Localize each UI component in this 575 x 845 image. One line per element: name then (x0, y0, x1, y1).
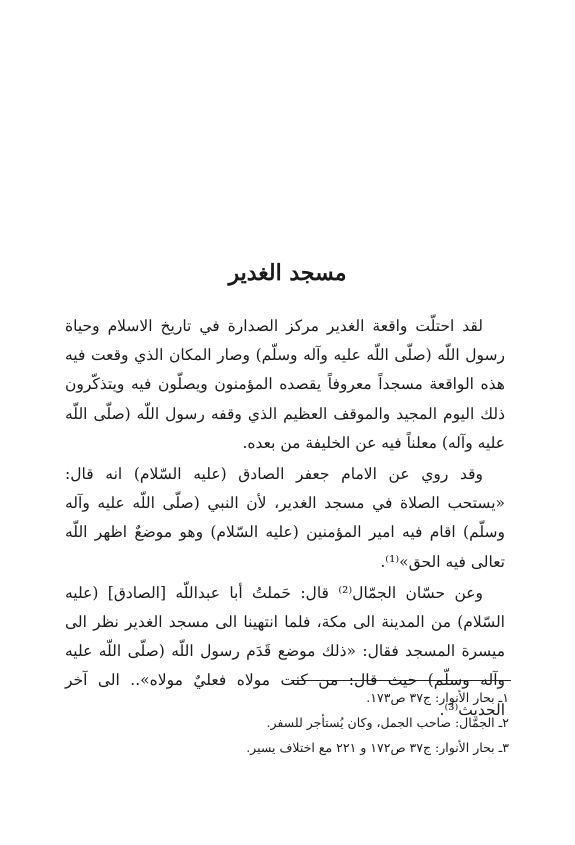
paragraph-hadith-sadiq: وقد روي عن الامام جعفر الصادق (عليه السّلام) انه قال: «يستحب الصلاة في مسجد الغدير، لأن النبي (صلّى اللّه عليه وآله وسلّم) اقام فيه امير المؤمنين (عليه السّلام) وهو موضعٌ اظهر اللّه تعالى فيه الحق»⁽¹⁾. (65, 465, 505, 571)
footnote-3: ٣ـ بحار الأنوار: ج٣٧ ص١٧٢ و ٢٢١ مع اختلاف يسير. (246, 740, 509, 755)
main-text (65, 312, 505, 725)
footnotes (69, 685, 509, 760)
footnote-2: ٢ـ الجمّال: صاحب الجمل، وكان يُستأجر للسفر. (266, 715, 509, 730)
chapter-title: مسجد الغدير (228, 260, 347, 286)
paragraph-hadith-hassan: وعن حسّان الجمّال⁽²⁾ قال: حَملتُ أبا عبداللّه [الصادق] (عليه السّلام) من المدينة الى مكة، فلما انتهينا الى مسجد الغدير نظر الى ميسرة المسجد فقال: «ذلك موضع قَدَم رسول اللّه (صلّى اللّه عليه وآله وسلّم) حيث قال: من كنت مولاه فعليٌ مولاه».. الى آخر الحديث⁽³⁾. (65, 583, 505, 719)
paragraph-intro: لقد احتلّت واقعة الغدير مركز الصدارة في تاريخ الاسلام وحياة رسول اللّه (صلّى اللّه عليه وآله وسلّم) وصار المكان الذي وقعت فيه هذه الواقعة مسجداً معروفاً يقصده المؤمنون ويصلّون فيه ويتذكّرون ذلك اليوم المجيد والموقف العظيم الذي وقفه رسول اللّه (صلّى اللّه عليه وآله) معلناً فيه عن الخليفة من بعده. (65, 317, 505, 452)
footnote-divider (291, 680, 511, 681)
footnote-1: ١ـ بحار الأنوار: ج٣٧ ص١٧٣. (366, 690, 509, 705)
